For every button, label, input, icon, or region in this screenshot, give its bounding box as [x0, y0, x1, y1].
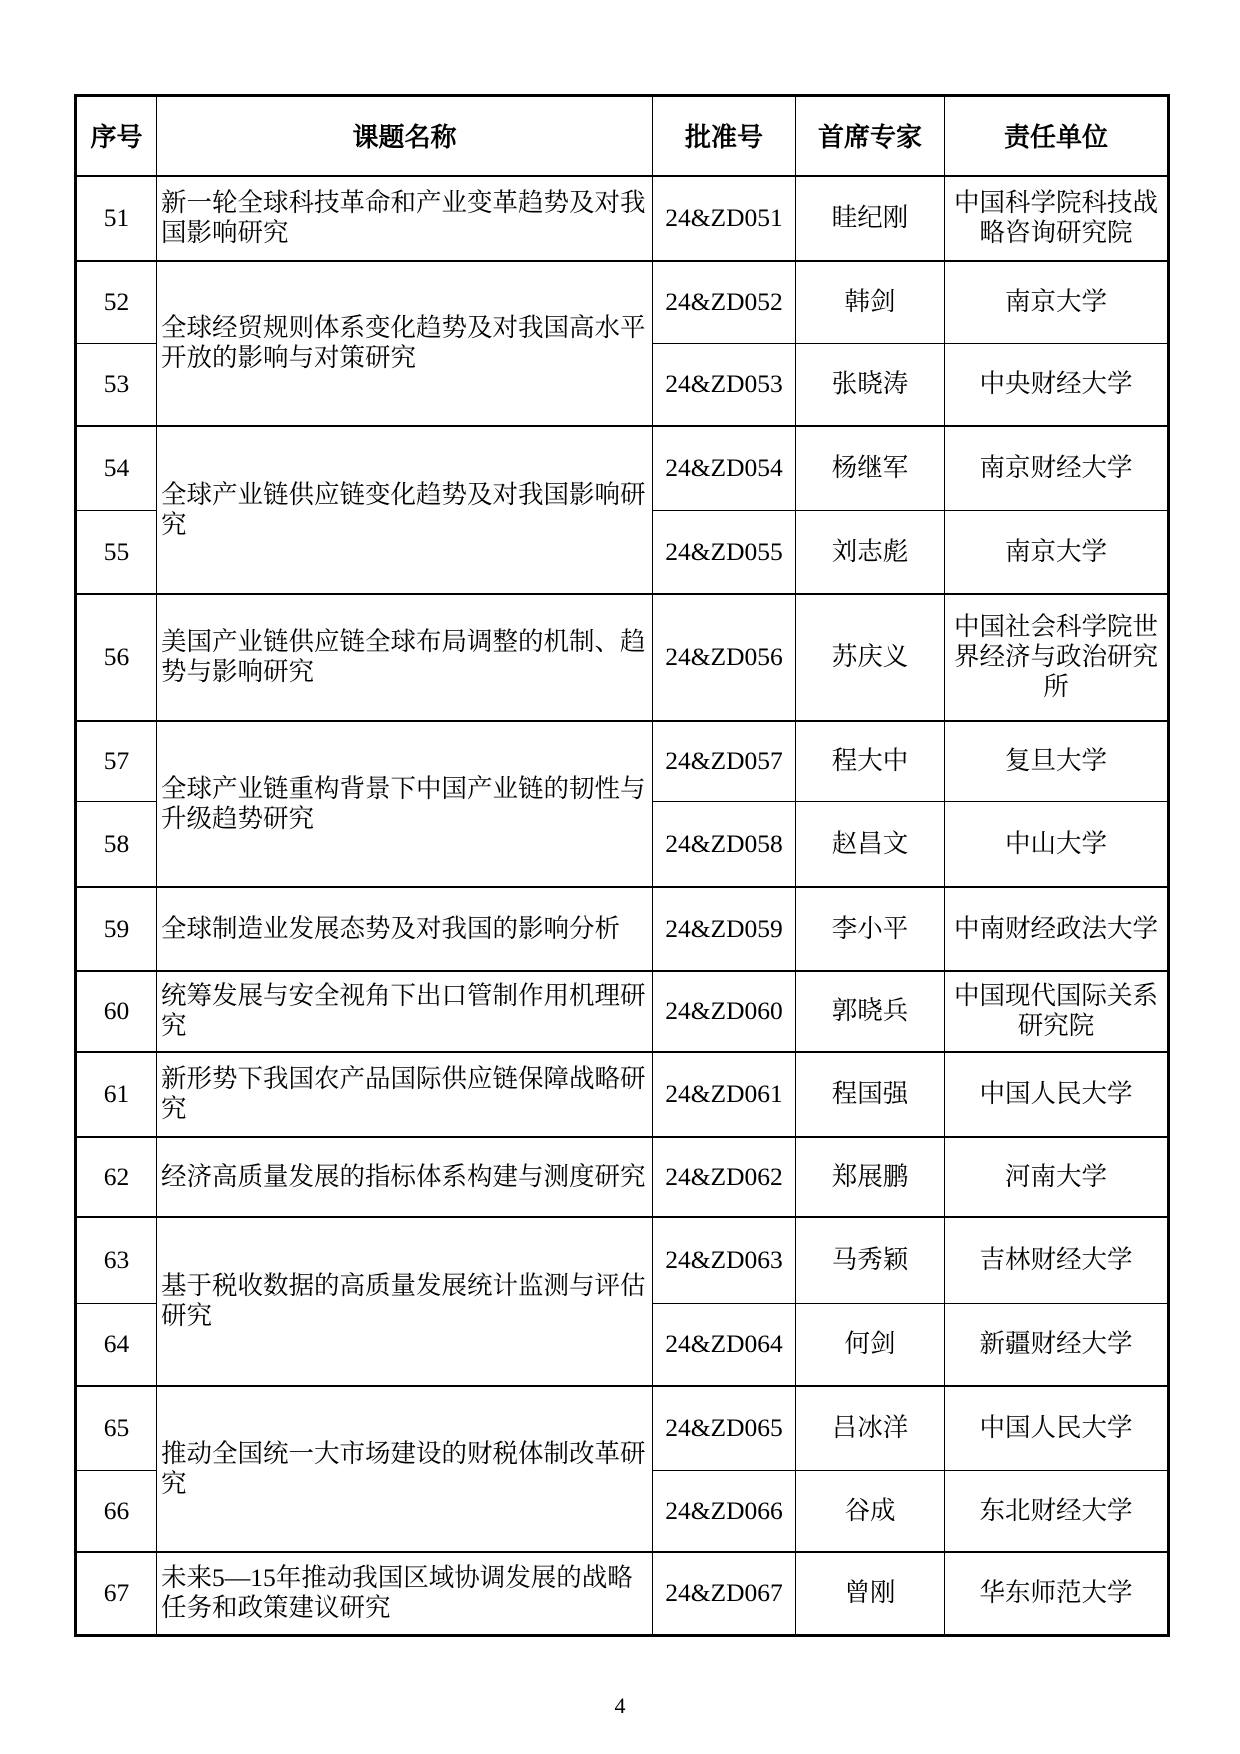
cell-responsible-org: 中南财经政法大学: [945, 887, 1169, 971]
cell-approval-no: 24&ZD064: [653, 1304, 796, 1386]
cell-approval-no: 24&ZD066: [653, 1471, 796, 1552]
col-header-chief-expert: 首席专家: [796, 96, 945, 176]
col-header-responsible-org: 责任单位: [945, 96, 1169, 176]
cell-chief-expert: 韩剑: [796, 261, 945, 344]
cell-chief-expert: 何剑: [796, 1304, 945, 1386]
cell-responsible-org: 中国人民大学: [945, 1052, 1169, 1137]
table-row: [76, 1137, 1169, 1217]
cell-chief-expert: 曾刚: [796, 1552, 945, 1636]
cell-serial: 52: [76, 261, 157, 344]
cell-responsible-org: 河南大学: [945, 1137, 1169, 1217]
cell-project-title: 新一轮全球科技革命和产业变革趋势及对我国影响研究: [157, 176, 653, 261]
cell-chief-expert: 郭晓兵: [796, 971, 945, 1052]
cell-serial: 60: [76, 971, 157, 1052]
cell-project-title: 全球产业链重构背景下中国产业链的韧性与升级趋势研究: [157, 721, 653, 887]
table-row: [76, 1386, 1169, 1471]
table-row: [76, 176, 1169, 261]
table-body: [76, 176, 1169, 1636]
cell-chief-expert: 程大中: [796, 721, 945, 802]
cell-responsible-org: 中山大学: [945, 802, 1169, 887]
cell-approval-no: 24&ZD058: [653, 802, 796, 887]
cell-serial: 59: [76, 887, 157, 971]
cell-project-title: 统筹发展与安全视角下出口管制作用机理研究: [157, 971, 653, 1052]
cell-approval-no: 24&ZD063: [653, 1217, 796, 1304]
cell-approval-no: 24&ZD067: [653, 1552, 796, 1636]
cell-approval-no: 24&ZD065: [653, 1386, 796, 1471]
table-row: [76, 426, 1169, 511]
cell-approval-no: 24&ZD061: [653, 1052, 796, 1137]
cell-project-title: 全球制造业发展态势及对我国的影响分析: [157, 887, 653, 971]
cell-chief-expert: 苏庆义: [796, 594, 945, 721]
cell-chief-expert: 眭纪刚: [796, 176, 945, 261]
page-number: 4: [614, 1693, 626, 1718]
table-row: [76, 1552, 1169, 1636]
cell-chief-expert: 程国强: [796, 1052, 945, 1137]
cell-responsible-org: 吉林财经大学: [945, 1217, 1169, 1304]
cell-serial: 58: [76, 802, 157, 887]
cell-chief-expert: 吕冰洋: [796, 1386, 945, 1471]
cell-project-title: 美国产业链供应链全球布局调整的机制、趋势与影响研究: [157, 594, 653, 721]
cell-serial: 51: [76, 176, 157, 261]
cell-project-title: 经济高质量发展的指标体系构建与测度研究: [157, 1137, 653, 1217]
cell-responsible-org: 东北财经大学: [945, 1471, 1169, 1552]
projects-table: [74, 94, 1170, 1637]
cell-chief-expert: 李小平: [796, 887, 945, 971]
cell-responsible-org: 中国人民大学: [945, 1386, 1169, 1471]
cell-responsible-org: 南京财经大学: [945, 426, 1169, 511]
cell-serial: 53: [76, 344, 157, 426]
cell-project-title: 推动全国统一大市场建设的财税体制改革研究: [157, 1386, 653, 1552]
cell-approval-no: 24&ZD059: [653, 887, 796, 971]
cell-chief-expert: 张晓涛: [796, 344, 945, 426]
cell-approval-no: 24&ZD051: [653, 176, 796, 261]
cell-serial: 55: [76, 511, 157, 594]
cell-chief-expert: 马秀颖: [796, 1217, 945, 1304]
cell-responsible-org: 中央财经大学: [945, 344, 1169, 426]
cell-approval-no: 24&ZD060: [653, 971, 796, 1052]
cell-serial: 67: [76, 1552, 157, 1636]
cell-serial: 54: [76, 426, 157, 511]
table-row: [76, 1217, 1169, 1304]
cell-approval-no: 24&ZD054: [653, 426, 796, 511]
cell-project-title: 未来5—15年推动我国区域协调发展的战略任务和政策建议研究: [157, 1552, 653, 1636]
table-row: [76, 1052, 1169, 1137]
cell-approval-no: 24&ZD062: [653, 1137, 796, 1217]
cell-responsible-org: 南京大学: [945, 511, 1169, 594]
cell-project-title: 新形势下我国农产品国际供应链保障战略研究: [157, 1052, 653, 1137]
cell-chief-expert: 杨继军: [796, 426, 945, 511]
table-row: [76, 887, 1169, 971]
cell-project-title: 全球产业链供应链变化趋势及对我国影响研究: [157, 426, 653, 594]
cell-chief-expert: 郑展鹏: [796, 1137, 945, 1217]
cell-responsible-org: 新疆财经大学: [945, 1304, 1169, 1386]
table-row: [76, 971, 1169, 1052]
cell-chief-expert: 赵昌文: [796, 802, 945, 887]
cell-serial: 66: [76, 1471, 157, 1552]
cell-approval-no: 24&ZD057: [653, 721, 796, 802]
cell-responsible-org: 华东师范大学: [945, 1552, 1169, 1636]
cell-responsible-org: 中国科学院科技战略咨询研究院: [945, 176, 1169, 261]
col-header-project-title: 课题名称: [157, 96, 653, 176]
cell-serial: 57: [76, 721, 157, 802]
cell-serial: 61: [76, 1052, 157, 1137]
cell-project-title: 全球经贸规则体系变化趋势及对我国高水平开放的影响与对策研究: [157, 261, 653, 426]
table-header-row: [76, 96, 1169, 176]
cell-serial: 62: [76, 1137, 157, 1217]
table-row: [76, 594, 1169, 721]
cell-responsible-org: 中国社会科学院世界经济与政治研究所: [945, 594, 1169, 721]
cell-approval-no: 24&ZD056: [653, 594, 796, 721]
cell-serial: 64: [76, 1304, 157, 1386]
cell-approval-no: 24&ZD055: [653, 511, 796, 594]
cell-project-title: 基于税收数据的高质量发展统计监测与评估研究: [157, 1217, 653, 1386]
cell-chief-expert: 刘志彪: [796, 511, 945, 594]
cell-responsible-org: 南京大学: [945, 261, 1169, 344]
table-row: [76, 261, 1169, 344]
cell-responsible-org: 复旦大学: [945, 721, 1169, 802]
col-header-serial: 序号: [76, 96, 157, 176]
col-header-approval-no: 批准号: [653, 96, 796, 176]
cell-serial: 56: [76, 594, 157, 721]
cell-serial: 65: [76, 1386, 157, 1471]
cell-approval-no: 24&ZD053: [653, 344, 796, 426]
cell-responsible-org: 中国现代国际关系研究院: [945, 971, 1169, 1052]
table-row: [76, 721, 1169, 802]
cell-approval-no: 24&ZD052: [653, 261, 796, 344]
cell-serial: 63: [76, 1217, 157, 1304]
cell-chief-expert: 谷成: [796, 1471, 945, 1552]
